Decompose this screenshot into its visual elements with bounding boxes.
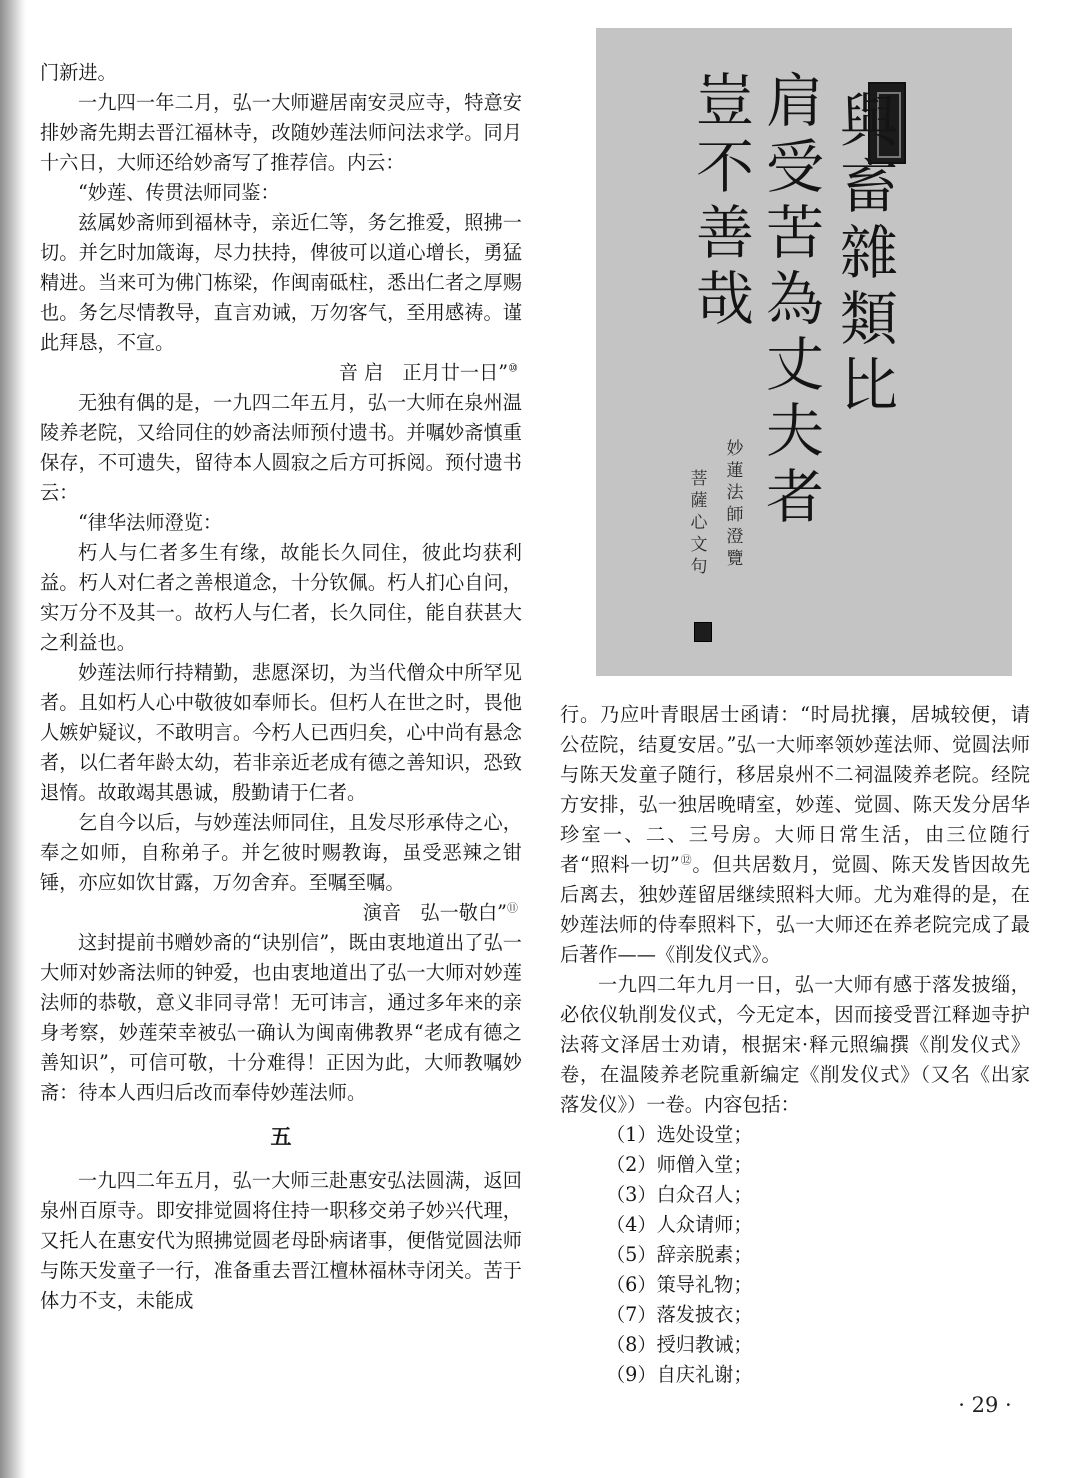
footnote-marker: ⑪ [507,901,518,915]
inscription-text: 菩薩心文句 [690,469,708,577]
paragraph-text: 。但共居数月，觉圆、陈天发皆因故先后离去，独妙莲留居继续照料大师。尤为难得的是，在妙莲法师的侍奉照料下，弘一大师还在养老院完成了最后著作——《削发仪式》。 [560,853,1030,966]
paragraph: 一九四二年九月一日，弘一大师有感于落发披缁，必依仪轨削发仪式，今无定本，因而接受晋江释迦寺护法蒋文泽居士劝请，根据宋·释元照编撰《削发仪式》卷，在温陵养老院重新编定《削发仪式》（又名《出家落发仪》）一卷。内容包括： [560,973,1030,1116]
page-number: · 29 · [958,1393,1012,1417]
inscription-line-1 [724,438,746,570]
paragraph: 无独有偶的是，一九四二年五月，弘一大师在泉州温陵养老院，又给同住的妙斋法师预付遗书。并嘱妙斋慎重保存，不可遗失，留待本人圆寂之后方可拆阅。预付遗书云： [40,391,522,504]
calligraphy-image [596,28,1012,676]
calligraphy-line-2 [762,68,828,530]
letter-body: 乞自今以后，与妙莲法师同住，且发尽形承侍之心，奉之如师，自称弟子。并乞彼时赐教诲，虽受恶辣之钳锤，亦应如饮甘露，万勿舍弃。至嘱至嘱。 [40,811,522,894]
left-text-column [40,58,522,1316]
section-heading: 五 [270,1124,292,1149]
paragraph [560,700,1030,970]
letter-body: 妙莲法师行持精勤，悲愿深切，为当代僧众中所罕见者。且如朽人心中敬彼如奉师长。但朽人在世之时，畏他人嫉妒疑议，不敢明言。今朽人已西归矣，心中尚有悬念者，以仁者年龄太幼，若非亲近老成有德之善知识，恐致退惰。故敢竭其愚诚，殷勤请于仁者。 [40,661,522,804]
list-item: （5）辞亲脱素； [606,1243,753,1266]
letter-salutation: “律华法师澄览： [78,511,223,534]
inscription-text: 妙蓮法師澄覽 [726,439,744,569]
paragraph: 这封提前书赠妙斋的“诀别信”，既由衷地道出了弘一大师对妙斋法师的钟爱，也由衷地道出了弘一大师对妙莲法师的恭敬，意义非同寻常！无可讳言，通过多年来的亲身考察，妙莲荣幸被弘一确认为闽南佛教界“老成有德之善知识”，可信可敬，十分难得！正因为此，大师教嘱妙斋：待本人西归后改而奉侍妙莲法师。 [40,931,522,1104]
list-item: （6）策导礼物； [606,1273,753,1296]
list-item: （1）选处设堂； [606,1123,753,1146]
calligraphy-line-1 [836,88,902,418]
paragraph: 门新进。 [40,61,117,84]
list-item: （3）白众召人； [606,1183,753,1206]
list-item: （9）自庆礼谢； [606,1363,753,1386]
paragraph: 一九四一年二月，弘一大师避居南安灵应寺，特意安排妙斋先期去晋江福林寺，改随妙莲法师问法求学。同月十六日，大师还给妙斋写了推荐信。内云： [40,91,522,174]
page-binding-shadow [0,0,26,1478]
small-seal-icon [694,622,712,642]
letter-body: 兹属妙斋师到福林寺，亲近仁等，务乞推爱，照拂一切。并乞时加箴诲，尽力扶持，俾彼可以道心增长，勇猛精进。当来可为佛门栋梁，作闽南砥柱，悉出仁者之厚赐也。务乞尽情教导，直言劝诫，万勿客气，至用感祷。谨此拜恳，不宣。 [40,211,522,354]
calligraphy-text: 與畜雜類比 [839,87,898,419]
signature-text: 音 启 正月廿一日” [338,361,509,384]
paragraph-text: 行。乃应叶青眼居士函请：“时局扰攘，居城较便，请公莅院，结夏安居。”弘一大师率领妙莲法师、觉圆法师与陈天发童子随行，移居泉州不二祠温陵养老院。经院方安排，弘一独居晚晴室，妙莲、觉圆、陈天发分居华珍室一、二、三号房。大师日常生活，由三位随行者“照料一切” [560,703,1030,876]
paragraph: 一九四二年五月，弘一大师三赴惠安弘法圆满，返回泉州百原寺。即安排觉圆将住持一职移交弟子妙兴代理，又托人在惠安代为照拂觉圆老母卧病诸事，便偕觉圆法师与陈天发童子一行，准备重去晋江檀林福林寺闭关。苦于体力不支，未能成 [40,1169,522,1312]
letter-salutation: “妙莲、传贯法师同鉴： [78,181,280,204]
right-text-column [560,700,1030,1390]
inscription-line-2 [688,468,710,578]
calligraphy-text: 豈不善哉 [695,67,754,333]
letter-body: 朽人与仁者多生有缘，故能长久同住，彼此均获利益。朽人对仁者之善根道念，十分钦佩。朽人扪心自问，实万分不及其一。故朽人与仁者，长久同住，能自获甚大之利益也。 [40,541,522,654]
list-item: （7）落发披衣； [606,1303,753,1326]
signature-text: 演音 弘一敬白” [362,901,507,924]
list-item: （4）人众请师； [606,1213,753,1236]
letter-signature [40,358,522,388]
list-item: （8）授归教诫； [606,1333,753,1356]
calligraphy-text: 肩受苦為丈夫者 [765,67,824,531]
footnote-marker: ⑩ [508,361,518,375]
letter-signature [40,898,522,928]
footnote-marker: ⑫ [679,853,693,867]
calligraphy-line-3 [692,68,758,332]
list-item: （2）师僧入堂； [606,1153,753,1176]
